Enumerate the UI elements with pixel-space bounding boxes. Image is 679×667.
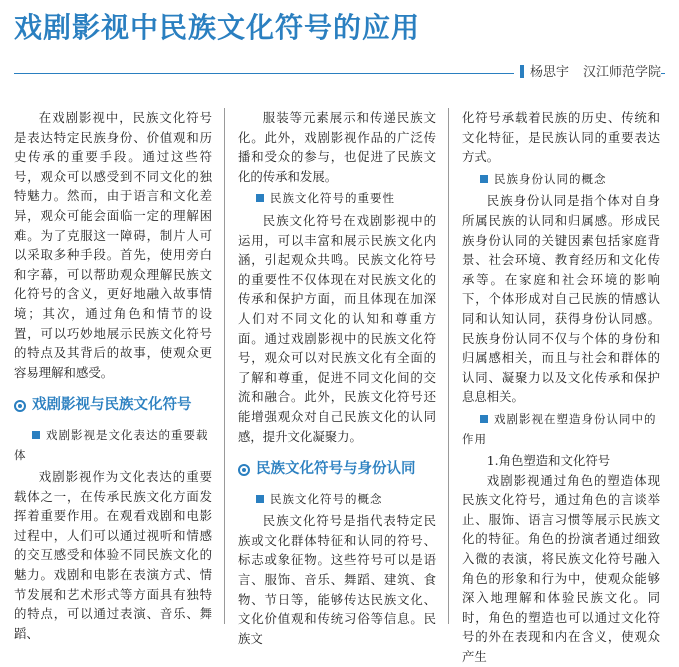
column-2 — [238, 108, 436, 648]
author-name: 杨思宇 — [529, 65, 569, 80]
subsection-heading — [462, 410, 660, 449]
subsection-heading-text: 民族文化符号的概念 — [270, 491, 383, 506]
target-circle-icon — [238, 464, 250, 476]
section-heading — [238, 460, 436, 480]
subsection-heading-text: 戏剧影视是文化表达的重要载体 — [14, 427, 209, 462]
column-divider — [224, 108, 225, 624]
paragraph: 戏剧影视通过角色的塑造体现民族文化符号，通过角色的言谈举止、服饰、语言习惯等展示民族文化的特征。角色的扮演者通过细致入微的表演，将民族文化符号融入角色的形象和行为中，使观众能够深入地理解和体验民族文化。同时，角色的塑造也可以通过文化符号的外在表现和内在含义，使观众产生 — [462, 472, 660, 665]
section-heading-text: 戏剧影视与民族文化符号 — [32, 397, 192, 414]
subsection-heading — [238, 490, 436, 510]
column-3 — [462, 108, 660, 667]
byline — [514, 61, 661, 80]
column-1 — [14, 108, 212, 643]
paragraph: 在戏剧影视中，民族文化符号是表达特定民族身份、价值观和历史传承的重要手段。通过这些符号，观众可以感受到不同文化的独特魅力。然而，由于语言和文化差异，观众可能会面临一定的理解困难。为了克服这一障碍，制片人可以采取多种手段。首先，使用旁白和字幕，可以帮助观众理解民族文化符号的含义，更好地融入故事情境；其次，通过角色和情节的设置，可以巧妙地展示民族文化符号的特点及其背后的故事，使观众更容易理解和感受。 — [14, 110, 212, 380]
column-divider — [448, 108, 449, 624]
paragraph: 民族身份认同是指个体对自身所属民族的认同和归属感。形成民族身份认同的关键因素包括家庭背景、社会环境、教育经历和文化传承等。在家庭和社会环境的影响下，个体形成对自己民族的情感认同和认知认同，获得身份认同感。民族身份认同不仅与个体的身份和归属感相关，而且与社会和群体的认同、凝聚力以及文化传承和保护息息相关。 — [462, 193, 660, 405]
blue-square-icon — [256, 194, 264, 202]
subsection-heading-text: 民族文化符号的重要性 — [270, 191, 395, 206]
section-heading — [14, 396, 212, 416]
blue-square-icon — [480, 415, 488, 423]
blue-square-icon — [256, 495, 264, 503]
subsection-heading — [238, 189, 436, 209]
section-heading-text: 民族文化符号与身份认同 — [256, 461, 416, 478]
article-title: 戏剧影视中民族文化符号的应用 — [14, 11, 421, 44]
paragraph: 化符号承载着民族的历史、传统和文化特征，是民族认同的重要表达方式。 — [462, 110, 660, 165]
paragraph: 服装等元素展示和传递民族文化。此外，戏剧影视作品的广泛传播和受众的参与，也促进了民族文化的传承和发展。 — [238, 110, 436, 184]
blue-square-icon — [32, 431, 40, 439]
blue-square-icon — [480, 175, 488, 183]
subsection-heading-text: 民族身份认同的概念 — [494, 171, 607, 186]
subsection-heading — [14, 426, 212, 465]
target-circle-icon — [14, 400, 26, 412]
subsection-heading — [462, 170, 660, 190]
paragraph: 戏剧影视作为文化表达的重要载体之一，在传承民族文化方面发挥着重要作用。在观看戏剧和电影过程中，人们可以通过视听和情感的交互感受和体验不同民族文化的魅力。戏剧和电影在表演方式、情节发展和艺术形式等方面具有独特的特点，可以通过表演、音乐、舞蹈、 — [14, 469, 212, 641]
author-affiliation: 汉江师范学院 — [582, 65, 661, 80]
paragraph: 民族文化符号在戏剧影视中的运用，可以丰富和展示民族文化内涵，引起观众共鸣。民族文化符号的重要性不仅体现在对民族文化的传承和保护方面，而且体现在加深人们对不同文化的认知和尊重方面。通过戏剧影视中的民族文化符号，观众可以对民族文化有全面的了解和尊重，促进不同文化间的交流和融合。此外，民族文化符号还能增强观众对自己民族文化的认同感，提升文化凝聚力。 — [238, 212, 436, 444]
byline-bar-icon — [520, 65, 524, 78]
subsection-heading-text: 戏剧影视在塑造身份认同中的作用 — [462, 411, 657, 446]
paragraph: 民族文化符号是指代表特定民族或文化群体特征和认同的符号、标志或象征物。这些符号可以是语言、服饰、音乐、舞蹈、建筑、食物、节日等，能够传达民族文化、文化价值观和传统习俗等信息。民族文 — [238, 513, 436, 646]
numbered-heading: 1.角色塑造和文化符号 — [486, 453, 611, 469]
